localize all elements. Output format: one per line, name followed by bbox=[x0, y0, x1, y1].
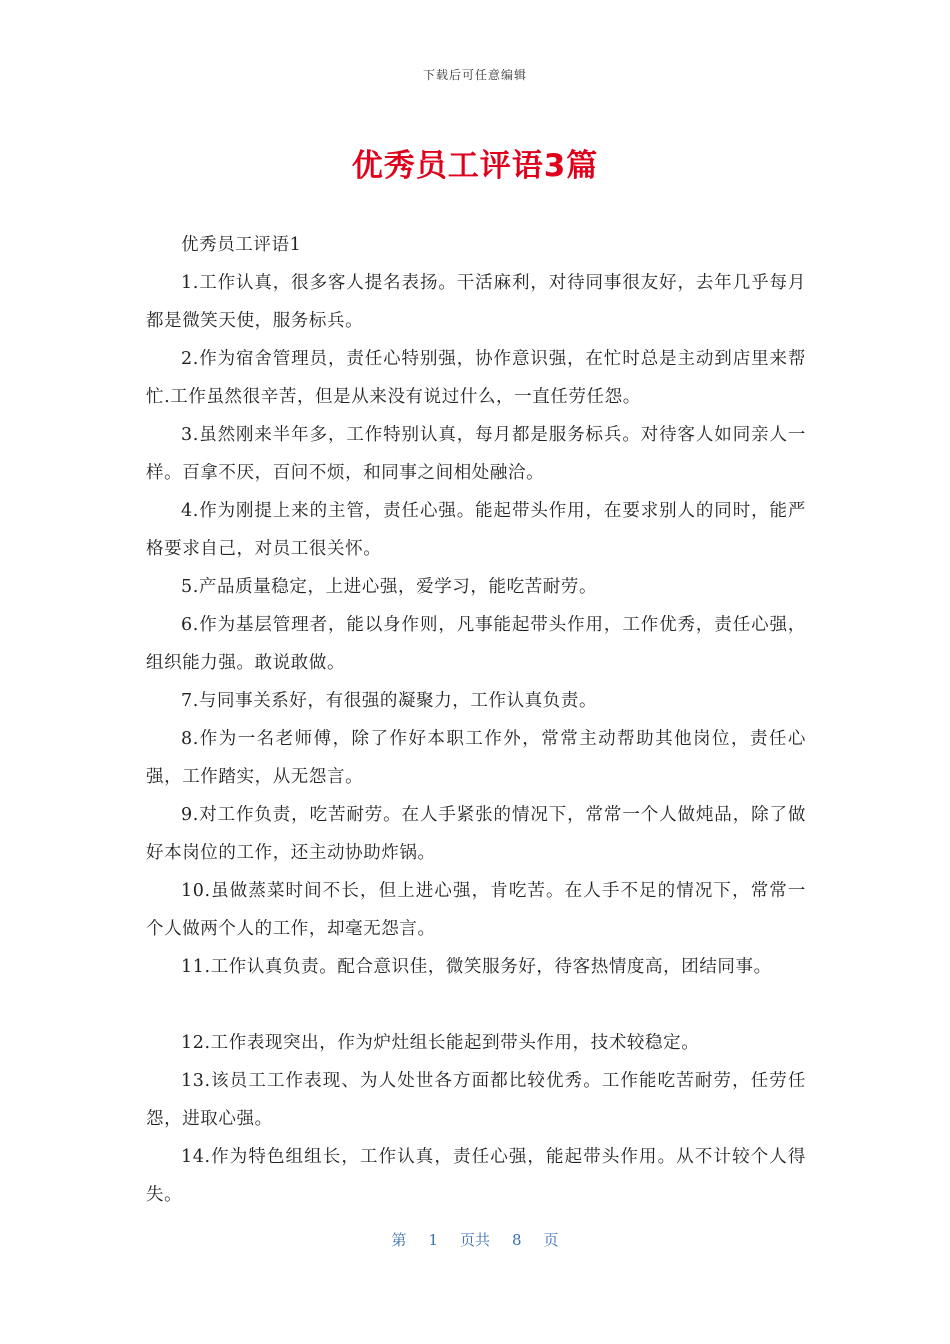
footer-page-middle: 页共 bbox=[459, 1231, 490, 1249]
footer-page-prefix: 第 bbox=[391, 1231, 407, 1249]
paragraph-9: 9.对工作负责，吃苦耐劳。在人手紧张的情况下，常常一个人做炖品，除了做好本岗位的工作，还主动协助炸锅。 bbox=[146, 805, 806, 863]
paragraph-7: 7.与同事关系好，有很强的凝聚力，工作认真负责。 bbox=[181, 691, 598, 711]
paragraph-3: 3.虽然刚来半年多，工作特别认真，每月都是服务标兵。对待客人如同亲人一样。百拿不厌，百问不烦，和同事之间相处融洽。 bbox=[146, 425, 806, 483]
paragraph-6: 6.作为基层管理者，能以身作则，凡事能起带头作用，工作优秀，责任心强，组织能力强。敢说敢做。 bbox=[146, 615, 806, 673]
paragraph-11: 11.工作认真负责。配合意识佳，微笑服务好，待客热情度高，团结同事。 bbox=[181, 957, 772, 977]
blank-line bbox=[146, 986, 806, 1024]
footer-page-suffix: 页 bbox=[543, 1231, 559, 1249]
paragraph-10: 10.虽做蒸菜时间不长，但上进心强，肯吃苦。在人手不足的情况下，常常一个人做两个人的工作，却毫无怨言。 bbox=[146, 881, 806, 939]
section-heading: 优秀员工评语1 bbox=[181, 235, 302, 255]
paragraph-5: 5.产品质量稳定，上进心强，爱学习，能吃苦耐劳。 bbox=[181, 577, 598, 597]
paragraph-14: 14.作为特色组组长，工作认真，责任心强，能起带头作用。从不计较个人得失。 bbox=[146, 1147, 806, 1205]
footer-page-number: 1 bbox=[428, 1231, 438, 1249]
paragraph-4: 4.作为刚提上来的主管，责任心强。能起带头作用，在要求别人的同时，能严格要求自己，对员工很关怀。 bbox=[146, 501, 806, 559]
document-body bbox=[146, 226, 806, 1214]
paragraph-1: 1.工作认真，很多客人提名表扬。干活麻利，对待同事很友好，去年几乎每月都是微笑天使，服务标兵。 bbox=[146, 273, 806, 331]
paragraph-2: 2.作为宿舍管理员，责任心特别强，协作意识强，在忙时总是主动到店里来帮忙.工作虽然很辛苦，但是从来没有说过什么，一直任劳任怨。 bbox=[146, 349, 806, 407]
footer-total-pages: 8 bbox=[512, 1231, 522, 1249]
page-footer bbox=[0, 1229, 950, 1250]
paragraph-8: 8.作为一名老师傅，除了作好本职工作外，常常主动帮助其他岗位，责任心强，工作踏实，从无怨言。 bbox=[146, 729, 806, 787]
document-title: 优秀员工评语3篇 bbox=[351, 148, 599, 184]
header-note: 下载后可任意编辑 bbox=[422, 68, 527, 82]
paragraph-12: 12.工作表现突出，作为炉灶组长能起到带头作用，技术较稳定。 bbox=[181, 1033, 700, 1053]
paragraph-13: 13.该员工工作表现、为人处世各方面都比较优秀。工作能吃苦耐劳，任劳任怨，进取心强。 bbox=[146, 1071, 806, 1129]
